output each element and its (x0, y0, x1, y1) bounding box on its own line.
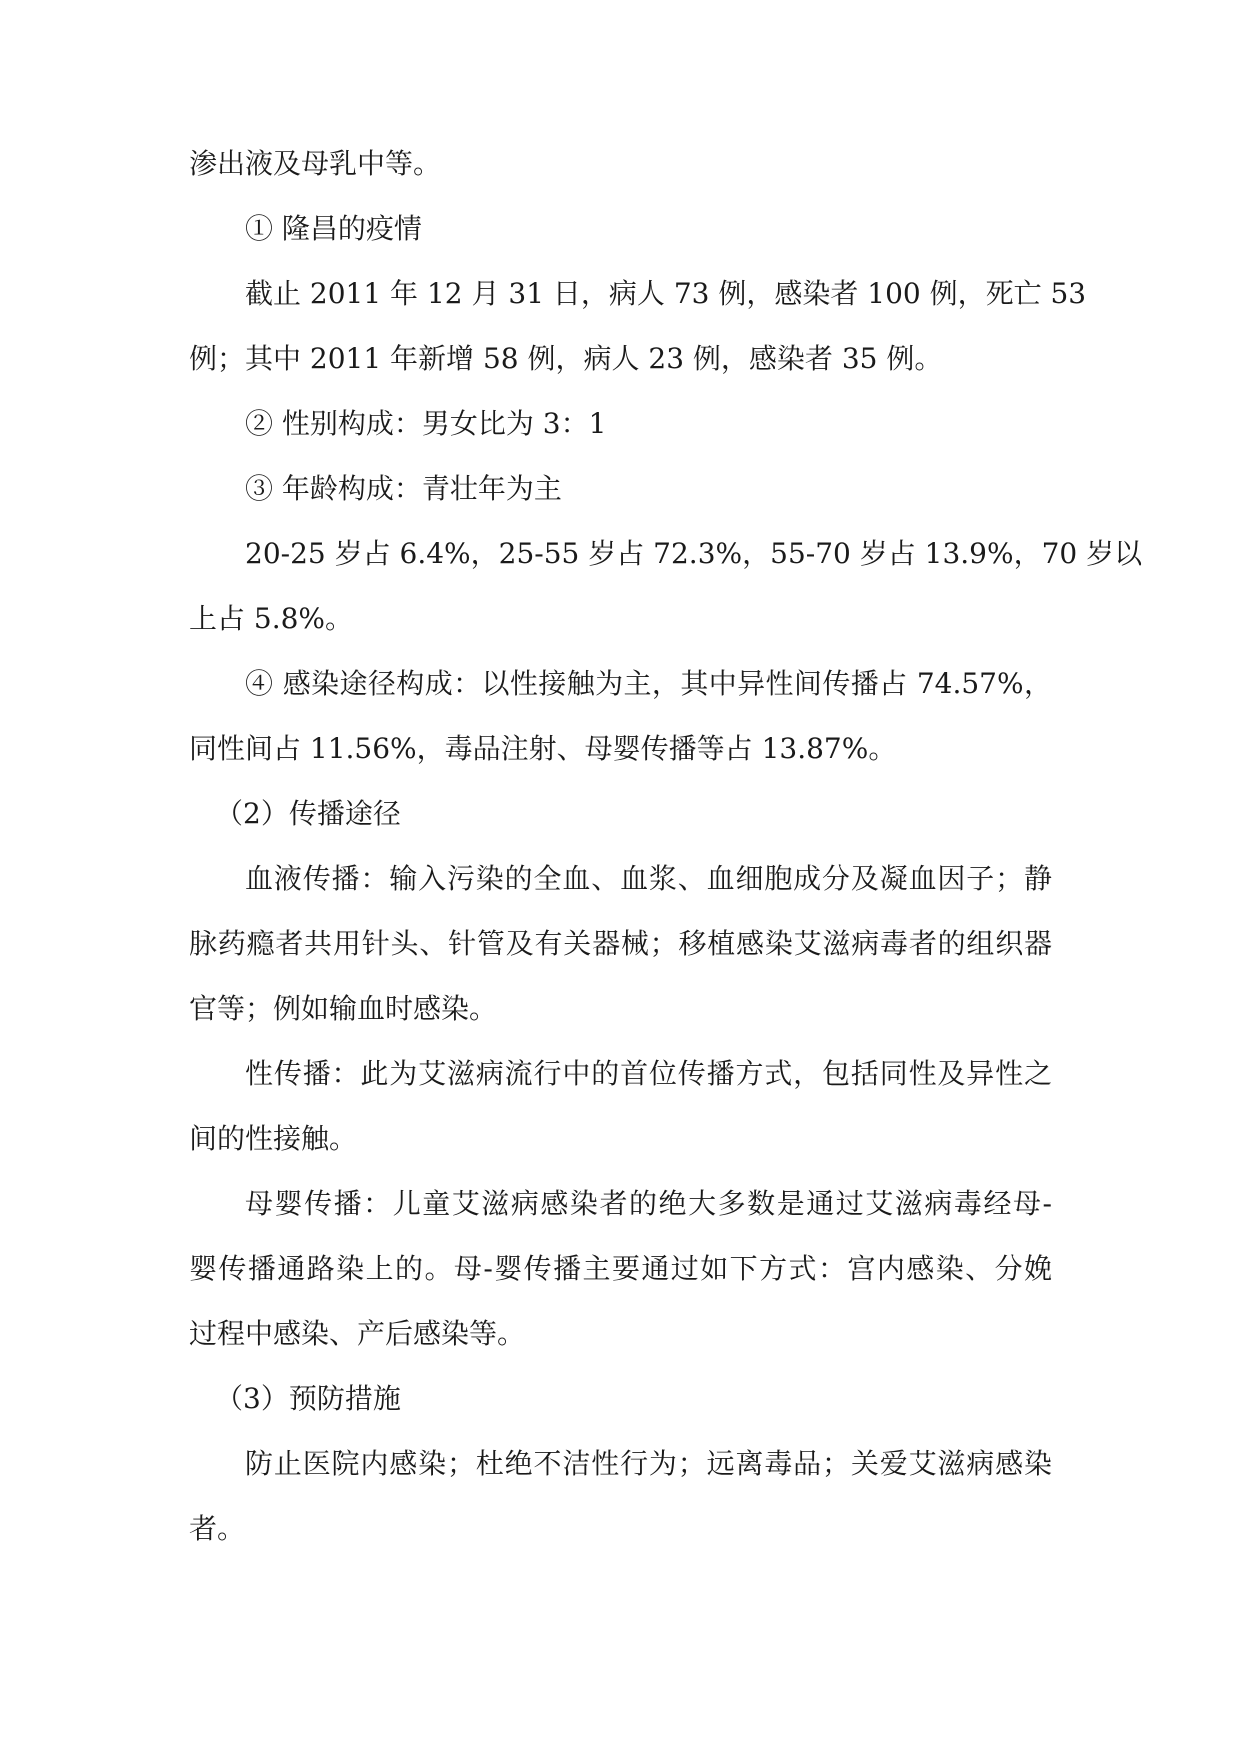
section-heading-longchang-epidemic: ① 隆昌的疫情 (245, 212, 422, 245)
paragraph-line: 20-25 岁占 6.4%，25-55 岁占 72.3%，55-70 岁占 13.9%，70 岁以 (245, 537, 1143, 570)
paragraph-line: 脉药瘾者共用针头、针管及有关器械；移植感染艾滋病毒者的组织器 (189, 927, 1052, 960)
paragraph-line: 性传播：此为艾滋病流行中的首位传播方式，包括同性及异性之 (245, 1057, 1052, 1090)
paragraph-line: 者。 (189, 1512, 246, 1545)
paragraph-line: 例；其中 2011 年新增 58 例，病人 23 例，感染者 35 例。 (189, 342, 943, 375)
paragraph-line: 婴传播通路染上的。母-婴传播主要通过如下方式：宫内感染、分娩 (189, 1252, 1052, 1285)
paragraph-line: 防止医院内感染；杜绝不洁性行为；远离毒品；关爱艾滋病感染 (245, 1447, 1052, 1480)
section-heading-infection-route: ④ 感染途径构成：以性接触为主，其中异性间传播占 74.57%， (245, 667, 1052, 700)
paragraph-line: 过程中感染、产后感染等。 (189, 1317, 526, 1350)
section-heading-age: ③ 年龄构成：青壮年为主 (245, 472, 562, 505)
section-heading-prevention: （3）预防措施 (215, 1382, 401, 1415)
paragraph-line: 母婴传播：儿童艾滋病感染者的绝大多数是通过艾滋病毒经母- (245, 1187, 1052, 1220)
paragraph-line: 间的性接触。 (189, 1122, 358, 1155)
text-line-continuation: 渗出液及母乳中等。 (189, 147, 442, 180)
paragraph-line: 血液传播：输入污染的全血、血浆、血细胞成分及凝血因子；静 (245, 862, 1052, 895)
section-heading-transmission: （2）传播途径 (215, 797, 401, 830)
paragraph-line: 截止 2011 年 12 月 31 日，病人 73 例，感染者 100 例，死亡 53 (245, 277, 1087, 310)
paragraph-line: 上占 5.8%。 (189, 602, 354, 635)
section-heading-gender: ② 性别构成：男女比为 3：1 (245, 407, 607, 440)
paragraph-line: 同性间占 11.56%，毒品注射、母婴传播等占 13.87%。 (189, 732, 897, 765)
paragraph-line: 官等；例如输血时感染。 (189, 992, 498, 1025)
